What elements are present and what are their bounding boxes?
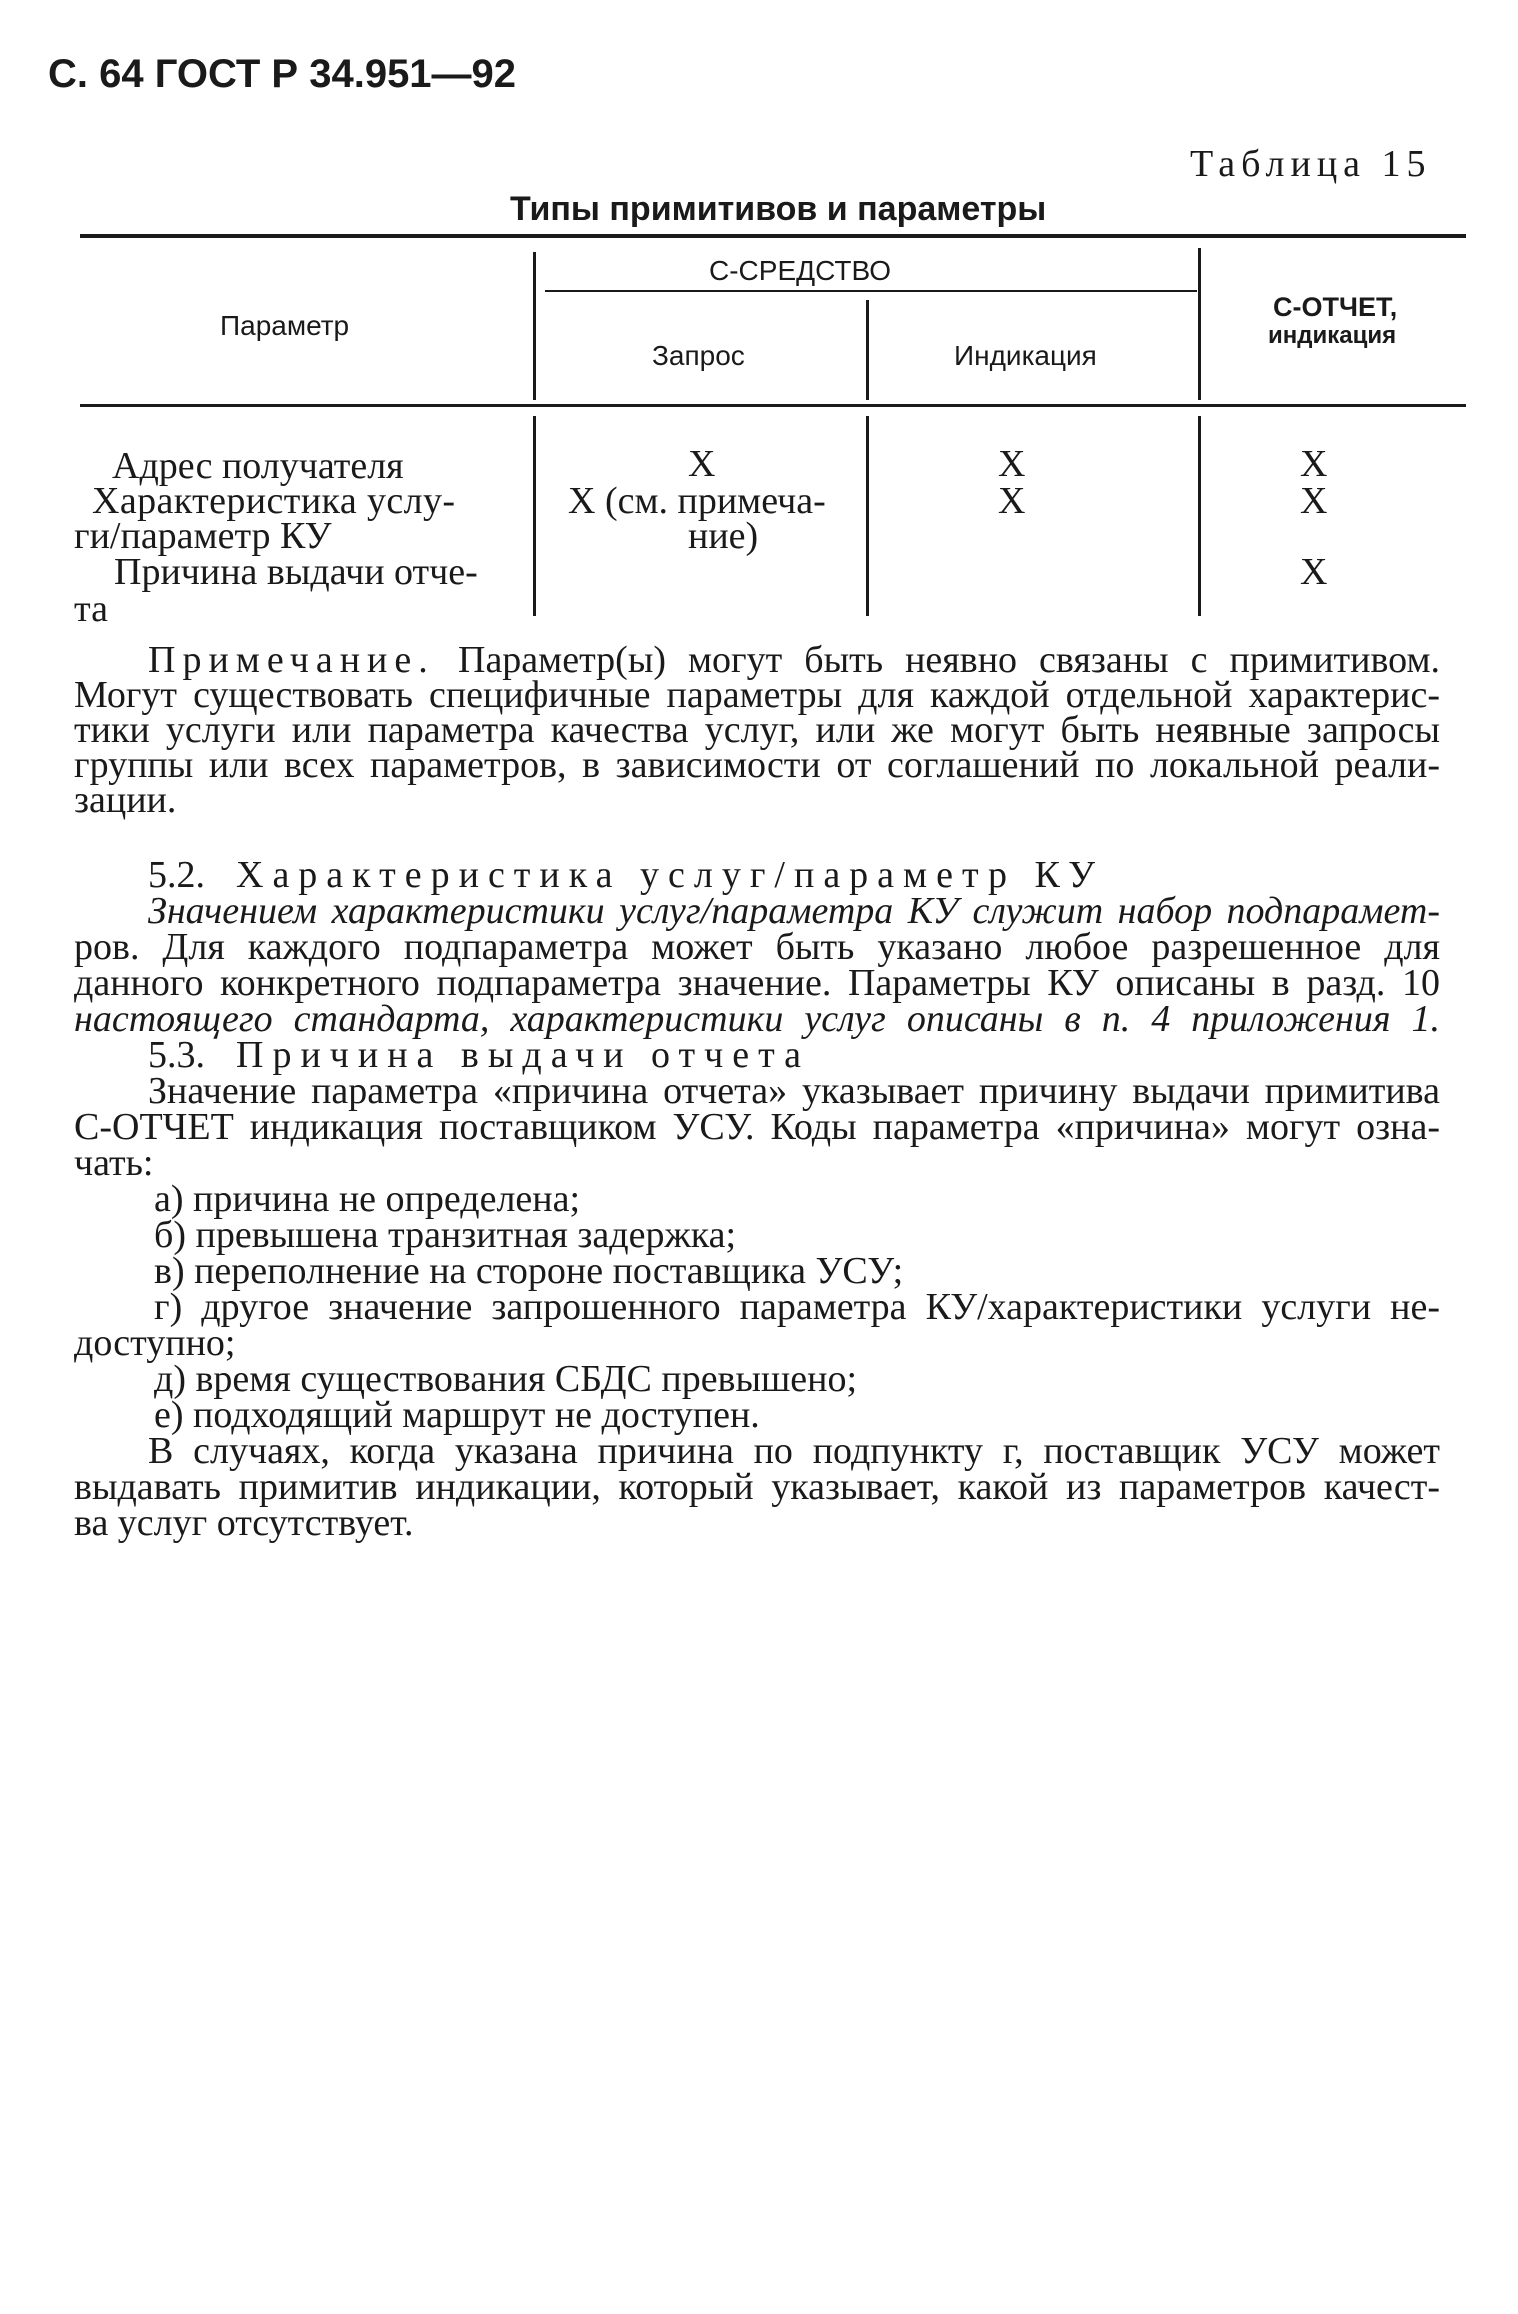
col-header-request: Запрос bbox=[652, 340, 745, 371]
note-line-3: тики услуги или параметра качества услуг, или же могут быть неявные запросы bbox=[74, 709, 1440, 751]
list-item-a: а) причина не определена; bbox=[154, 1178, 581, 1220]
closing-line-2: выдавать примитив индикации, который указывает, какой из параметров качест- bbox=[74, 1466, 1440, 1508]
section-5-3-intro-1: Значение параметра «причина отчета» указывает причину выдачи примитива bbox=[148, 1070, 1440, 1112]
section-5-2-line-4: настоящего стандарта, характеристики услуг описаны в п. 4 приложения 1. bbox=[74, 998, 1440, 1040]
col-header-group-c-sredstvo: С-СРЕДСТВО bbox=[709, 255, 891, 286]
col-header-report-line1: С-ОТЧЕТ, bbox=[1273, 292, 1398, 322]
row3-param-line1: Причина выдачи отче- bbox=[114, 551, 478, 593]
row2-indication: X bbox=[998, 480, 1026, 522]
table-col-divider-3b bbox=[1198, 416, 1201, 616]
table-col-divider-1b bbox=[533, 416, 536, 616]
col-header-indication: Индикация bbox=[954, 340, 1097, 371]
list-item-d: д) время существования СБДС превышено; bbox=[154, 1358, 858, 1400]
page-header: С. 64 ГОСТ Р 34.951—92 bbox=[48, 52, 517, 96]
table-title: Типы примитивов и параметры bbox=[510, 190, 1047, 228]
note-line-4: группы или всех параметров, в зависимости от соглашений по локальной реали- bbox=[74, 744, 1440, 786]
table-group-rule bbox=[545, 290, 1197, 292]
note-line-5: зации. bbox=[74, 779, 177, 821]
row2-report: X bbox=[1300, 480, 1328, 522]
table-col-divider-2b bbox=[866, 416, 869, 616]
section-5-2-heading: Характеристика услуг/параметр КУ bbox=[236, 854, 1105, 896]
list-item-g-line1: г) другое значение запрошенного параметра КУ/характеристики услуги не- bbox=[154, 1286, 1440, 1328]
section-5-2-number: 5.2. bbox=[148, 854, 205, 896]
row2-request-line1: X (см. примеча- bbox=[568, 480, 826, 522]
note-label: Примечание. bbox=[148, 639, 435, 681]
section-5-3-number: 5.3. bbox=[148, 1034, 205, 1076]
row1-indication: X bbox=[998, 443, 1026, 485]
table-col-divider-1 bbox=[533, 252, 536, 400]
section-5-3-heading: Причина выдачи отчета bbox=[236, 1034, 811, 1076]
row2-param-line1: Характеристика услу- bbox=[92, 480, 456, 522]
table-header-bottom-rule bbox=[80, 404, 1466, 407]
closing-line-1: В случаях, когда указана причина по подпункту г, поставщик УСУ может bbox=[148, 1430, 1440, 1472]
section-5-3-intro-3: чать: bbox=[74, 1142, 154, 1184]
table-top-rule bbox=[80, 234, 1466, 238]
row1-request: X bbox=[688, 443, 716, 485]
table-col-divider-2 bbox=[866, 300, 869, 400]
section-5-2-line-1: Значением характеристики услуг/параметра КУ служит набор подпарамет- bbox=[148, 890, 1440, 932]
list-item-b: б) превышена транзитная задержка; bbox=[154, 1214, 737, 1256]
closing-line-3: ва услуг отсутствует. bbox=[74, 1502, 414, 1544]
section-5-2-line-3: данного конкретного подпараметра значение. Параметры КУ описаны в разд. 10 bbox=[74, 962, 1440, 1004]
note-line-1: Параметр(ы) могут быть неявно связаны с примитивом. bbox=[458, 639, 1440, 681]
table-col-divider-3 bbox=[1198, 248, 1201, 400]
row1-report: X bbox=[1300, 443, 1328, 485]
section-5-2-line-2: ров. Для каждого подпараметра может быть указано любое разрешенное для bbox=[74, 926, 1440, 968]
table-number: Таблица 15 bbox=[1190, 143, 1432, 185]
row3-report: X bbox=[1300, 551, 1328, 593]
row2-request-line2: ние) bbox=[688, 515, 759, 557]
row3-param-line2: та bbox=[74, 588, 108, 630]
col-header-parameter: Параметр bbox=[220, 310, 350, 341]
list-item-v: в) переполнение на стороне поставщика УСУ; bbox=[154, 1250, 904, 1292]
row1-param: Адрес получателя bbox=[112, 445, 404, 487]
col-header-report-line2: индикация bbox=[1268, 322, 1397, 349]
row2-param-line2: ги/параметр КУ bbox=[74, 515, 332, 557]
note-line-2: Могут существовать специфичные параметры для каждой отдельной характерис- bbox=[74, 674, 1440, 716]
list-item-g-line2: доступно; bbox=[74, 1322, 236, 1364]
section-5-3-intro-2: С-ОТЧЕТ индикация поставщиком УСУ. Коды параметра «причина» могут озна- bbox=[74, 1106, 1440, 1148]
list-item-e: е) подходящий маршрут не доступен. bbox=[154, 1394, 760, 1436]
